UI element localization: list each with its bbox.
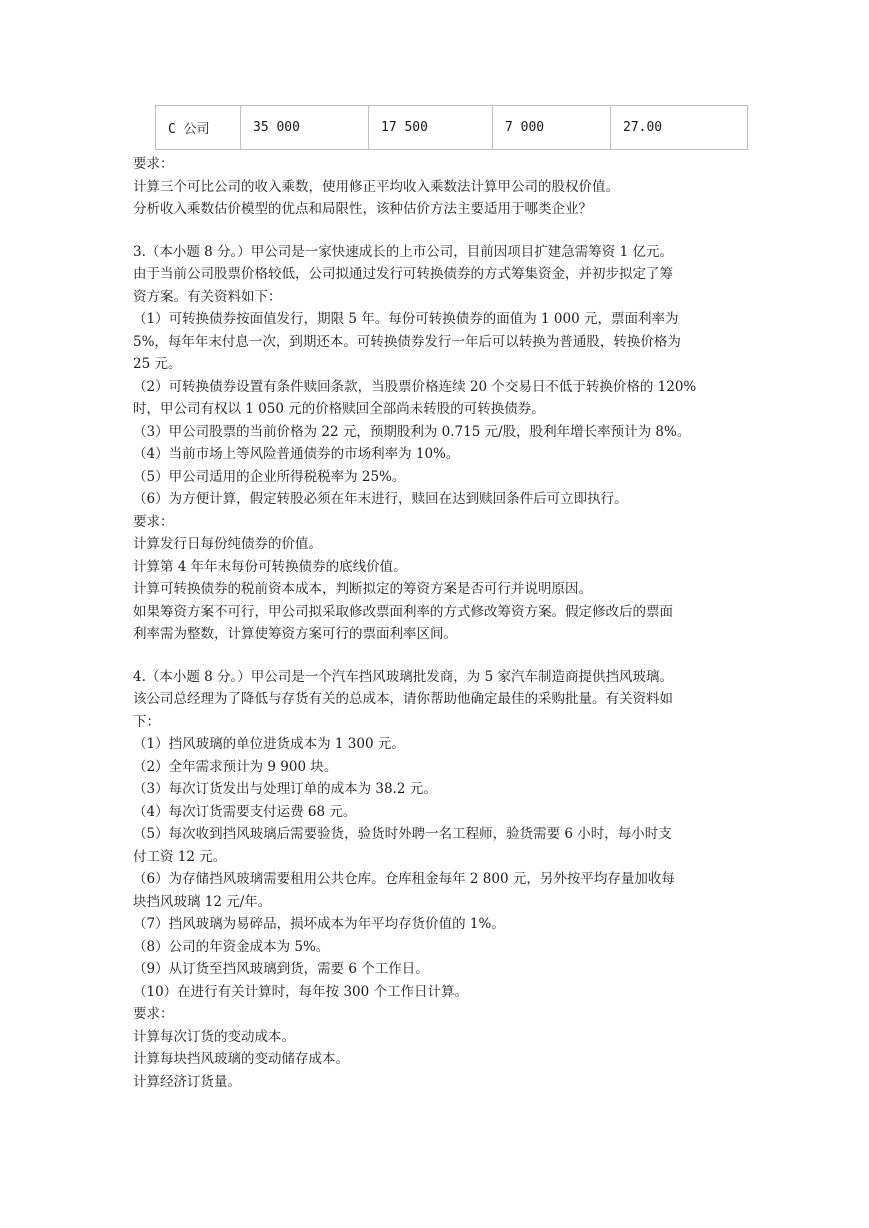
info-item: （6）为方便计算，假定转股必须在年末进行，赎回在达到赎回条件后可立即执行。 bbox=[133, 491, 628, 507]
info-item: （5）甲公司适用的企业所得税税率为 25%。 bbox=[133, 468, 406, 485]
info-item: （5）每次收到挡风玻璃后需要验货，验货时外聘一名工程师，验货需要 6 小时，每小时支 bbox=[133, 826, 672, 842]
question-4-intro: 下： bbox=[133, 713, 160, 730]
info-item: 付工资 12 元。 bbox=[133, 848, 227, 865]
table-row bbox=[156, 106, 748, 150]
info-item: （8）公司的年资金成本为 5%。 bbox=[133, 938, 330, 955]
table-cell: 35 000 bbox=[241, 106, 369, 150]
info-item: （3）甲公司股票的当前价格为 22 元，预期股利为 0.715 元/股，股利年增长率预计为 8%。 bbox=[133, 423, 691, 440]
question-3-intro: 资方案。有关资料如下： bbox=[133, 288, 282, 305]
info-item: （1）可转换债券按面值发行，期限 5 年。每份可转换债券的面值为 1 000 元，票面利率为 bbox=[133, 311, 679, 327]
question-4-intro: 该公司总经理为了降低与存货有关的总成本，请你帮助他确定最佳的采购批量。有关资料如 bbox=[133, 691, 673, 707]
info-item: （6）为存储挡风玻璃需要租用公共仓库。仓库租金每年 2 800 元，另外按平均存量加收每 bbox=[133, 871, 675, 887]
requirement-item: 计算可转换债券的税前资本成本，判断拟定的筹资方案是否可行并说明原因。 bbox=[133, 581, 592, 597]
table-cell: 7 000 bbox=[493, 106, 611, 150]
requirement-item: 计算经济订货量。 bbox=[133, 1073, 241, 1090]
requirement-item: 计算发行日每份纯债券的价值。 bbox=[133, 536, 322, 552]
requirement-item: 计算每块挡风玻璃的变动储存成本。 bbox=[133, 1051, 349, 1067]
info-item: 时，甲公司有权以 1 050 元的价格赎回全部尚未转股的可转换债券。 bbox=[133, 401, 545, 417]
info-item: （9）从订货至挡风玻璃到货，需要 6 个工作日。 bbox=[133, 961, 429, 977]
info-item: （1）挡风玻璃的单位进货成本为 1 300 元。 bbox=[133, 736, 405, 752]
document-body bbox=[133, 153, 741, 1093]
info-item: （4）当前市场上等风险普通债券的市场利率为 10%。 bbox=[133, 446, 460, 462]
table-cell-company: C 公司 bbox=[156, 106, 241, 150]
requirement-item: 计算三个可比公司的收入乘数，使用修正平均收入乘数法计算甲公司的股权价值。 bbox=[133, 178, 619, 195]
requirement-label: 要求： bbox=[133, 156, 174, 172]
info-item: （4）每次订货需要支付运费 68 元。 bbox=[133, 803, 357, 820]
table-cell: 27.00 bbox=[611, 106, 748, 150]
requirement-label: 要求： bbox=[133, 1006, 174, 1022]
requirement-item: 分析收入乘数估价模型的优点和局限性，该种估价方法主要适用于哪类企业？ bbox=[133, 201, 592, 217]
info-item: （2）全年需求预计为 9 900 块。 bbox=[133, 758, 338, 775]
info-item: 块挡风玻璃 12 元/年。 bbox=[133, 893, 272, 910]
requirement-item: 计算每次订货的变动成本。 bbox=[133, 1028, 295, 1045]
info-item: （10）在进行有关计算时，每年按 300 个工作日计算。 bbox=[133, 983, 469, 1000]
requirement-label: 要求： bbox=[133, 513, 174, 530]
info-item: （3）每次订货发出与处理订单的成本为 38.2 元。 bbox=[133, 781, 437, 797]
info-item: （7）挡风玻璃为易碎品，损坏成本为年平均存货价值的 1%。 bbox=[133, 916, 505, 932]
info-item: 25 元。 bbox=[133, 356, 182, 372]
requirement-item: 如果筹资方案不可行，甲公司拟采取修改票面利率的方式修改筹资方案。假定修改后的票面 bbox=[133, 603, 673, 620]
question-3-intro: 由于当前公司股票价格较低，公司拟通过发行可转换债券的方式筹集资金，并初步拟定了筹 bbox=[133, 266, 673, 282]
requirement-item: 利率需为整数，计算使筹资方案可行的票面利率区间。 bbox=[133, 626, 457, 642]
table-cell: 17 500 bbox=[369, 106, 493, 150]
requirement-item: 计算第 4 年年末每份可转换债券的底线价值。 bbox=[133, 558, 407, 575]
question-3-intro: 3.（本小题 8 分。）甲公司是一家快速成长的上市公司，目前因项目扩建急需筹资 1 亿元。 bbox=[133, 243, 673, 260]
info-item: （2）可转换债券设置有条件赎回条款，当股票价格连续 20 个交易日不低于转换价格的 120% bbox=[133, 378, 697, 395]
comparable-companies-table bbox=[155, 105, 748, 150]
info-item: 5%，每年年末付息一次，到期还本。可转换债券发行一年后可以转换为普通股，转换价格为 bbox=[133, 333, 681, 350]
question-4-intro: 4.（本小题 8 分。）甲公司是一个汽车挡风玻璃批发商，为 5 家汽车制造商提供挡风玻璃。 bbox=[133, 668, 673, 685]
